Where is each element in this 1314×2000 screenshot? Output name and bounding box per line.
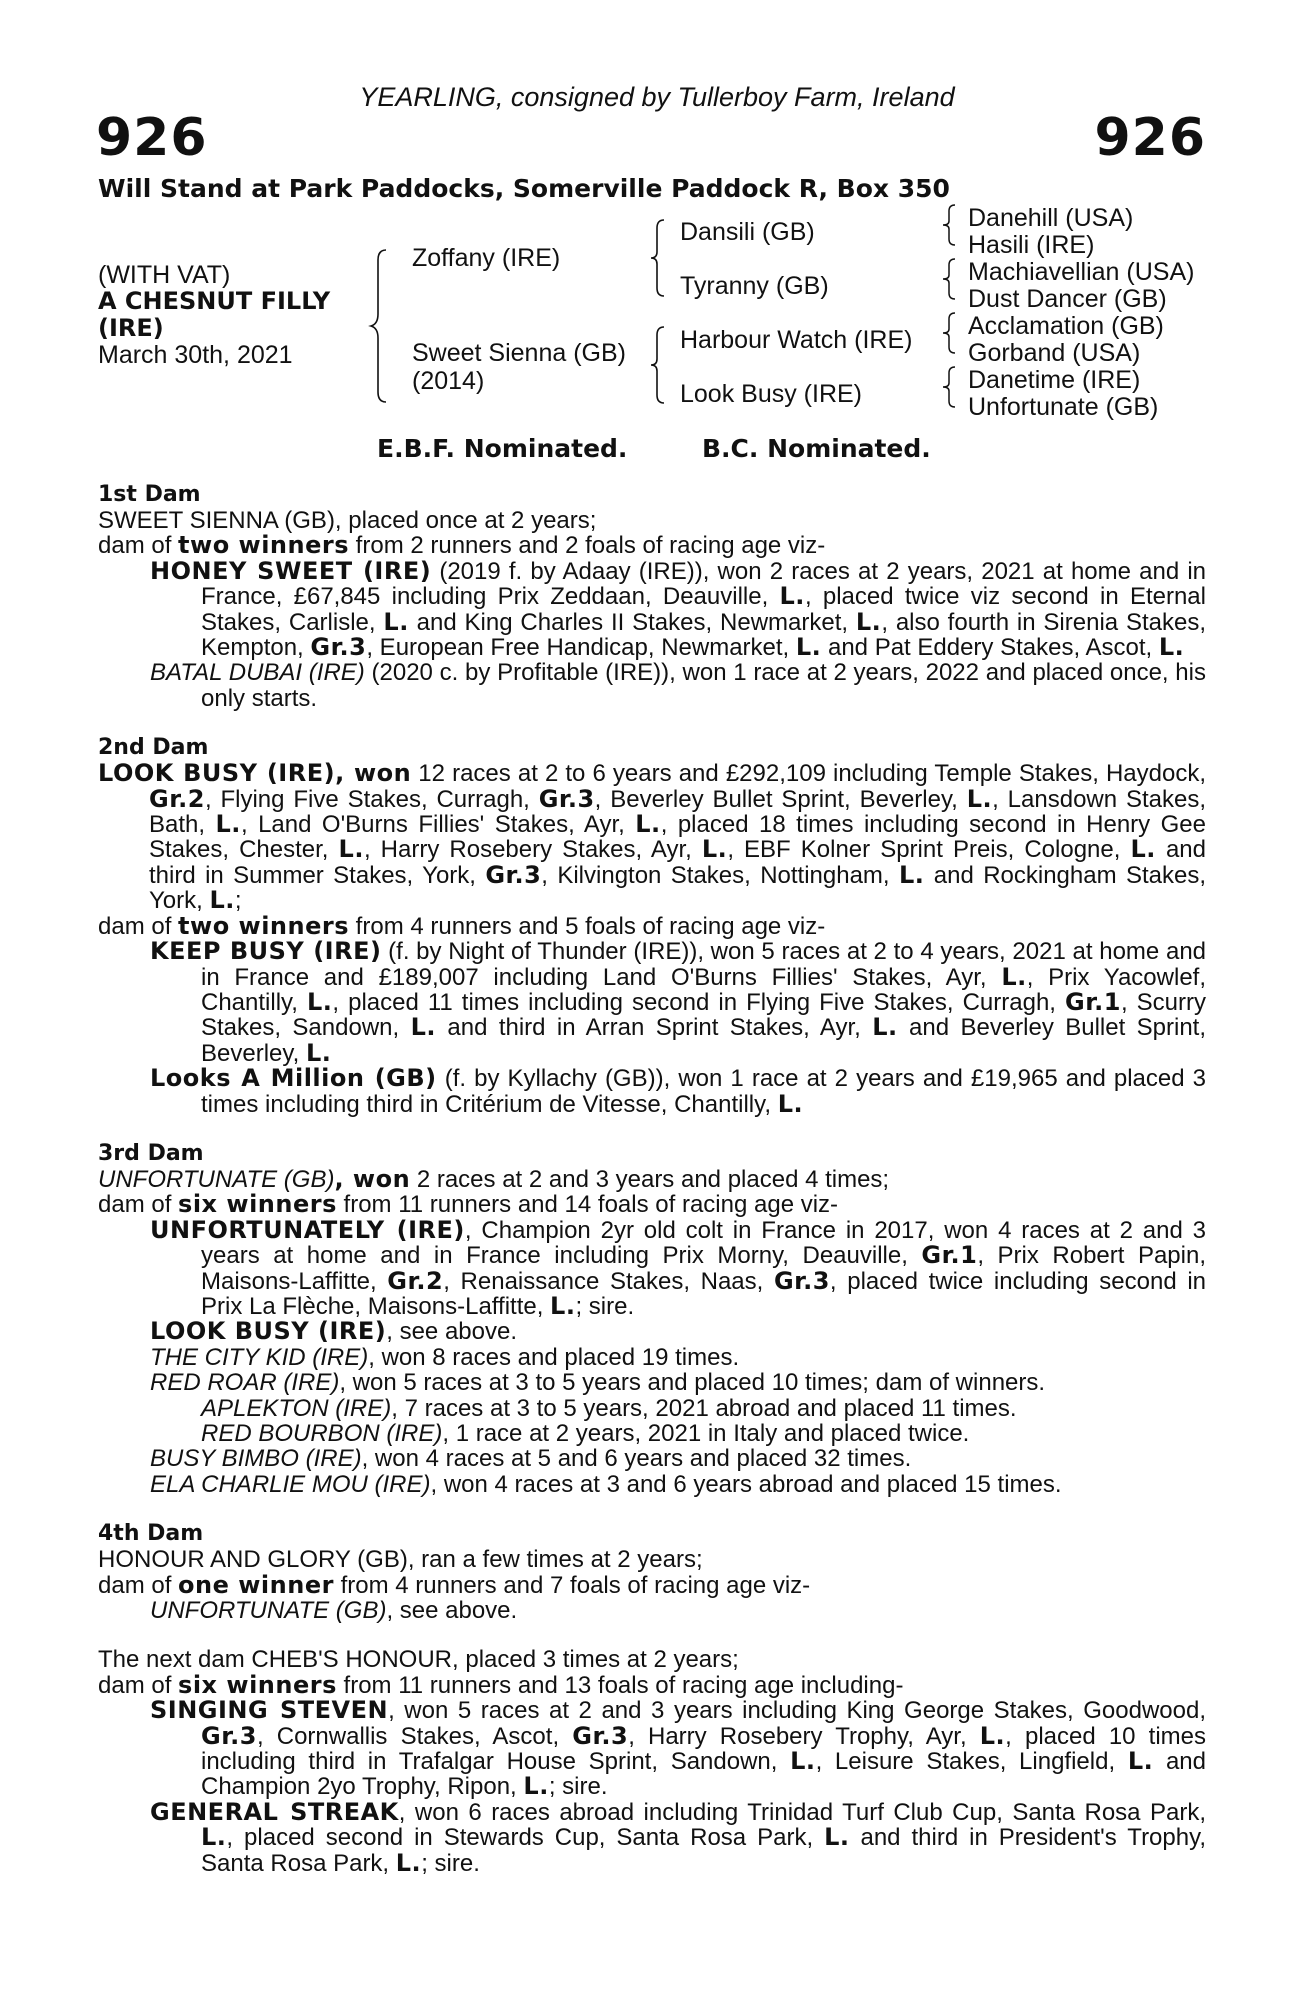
consignment-line: YEARLING, consigned by Tullerboy Farm, Ireland bbox=[359, 82, 955, 112]
third-dam-produce-red-roar: RED ROAR (IRE), won 5 races at 3 to 5 years and placed 10 times; dam of winners. bbox=[150, 1369, 1046, 1397]
third-dam-produce-busy-bimbo: BUSY BIMBO (IRE), won 4 races at 5 and 6 years and placed 32 times. bbox=[150, 1445, 912, 1473]
next-dam-produce-singing-steven: SINGING STEVEN, won 5 races at 2 and 3 years including King George Stakes, Goodwood, Gr.3, Cornwallis Stakes, Ascot, Gr.3, Harry Rosebery Trophy, Ayr, L., placed 10 times including third in Trafalgar House Sprint, Sandown, L., Leisure Stakes, Lingfield, L. and Champion 2yo Trophy, Ripon, L.; sire. bbox=[150, 1696, 1206, 1801]
pedigree-dds: Danetime (IRE) bbox=[968, 366, 1141, 394]
first-dam-line: SWEET SIENNA (GB), placed once at 2 years; bbox=[98, 507, 597, 534]
pedigree-brace-sire bbox=[648, 218, 672, 298]
next-dam-produce-summary: dam of six winners from 11 runners and 13 foals of racing age including- bbox=[98, 1670, 904, 1699]
pedigree-sire-dam: Tyranny (GB) bbox=[680, 272, 829, 300]
first-dam-produce-summary: dam of two winners from 2 runners and 2 foals of racing age viz- bbox=[98, 531, 826, 560]
ebf-nomination: E.B.F. Nominated. bbox=[377, 434, 628, 463]
third-dam-produce-look-busy: LOOK BUSY (IRE), see above. bbox=[150, 1317, 518, 1346]
foaling-date: March 30th, 2021 bbox=[98, 341, 293, 369]
lot-number-left: 926 bbox=[96, 108, 208, 168]
vat-note: (WITH VAT) bbox=[98, 261, 231, 289]
pedigree-sds: Machiavellian (USA) bbox=[968, 258, 1195, 286]
third-dam-produce-ela-charlie-mou: ELA CHARLIE MOU (IRE), won 4 races at 3 and 6 years abroad and placed 15 times. bbox=[150, 1470, 1062, 1498]
pedigree-sss: Danehill (USA) bbox=[968, 204, 1134, 232]
first-dam-heading: 1st Dam bbox=[98, 482, 201, 507]
third-dam-produce-the-city-kid: THE CITY KID (IRE), won 8 races and placed 19 times. bbox=[150, 1343, 740, 1371]
pedigree-ssd: Hasili (IRE) bbox=[968, 231, 1095, 259]
next-dam-record: The next dam CHEB'S HONOUR, placed 3 times at 2 years; bbox=[98, 1646, 739, 1674]
third-dam-heading: 3rd Dam bbox=[98, 1140, 204, 1166]
next-dam-produce-general-streak: GENERAL STREAK, won 6 races abroad including Trinidad Turf Club Cup, Santa Rosa Park, L., placed second in Stewards Cup, Santa Rosa Park, L. and third in President's Trophy, Santa Rosa Park, L.; sire. bbox=[150, 1797, 1206, 1877]
second-dam-produce-keep-busy: KEEP BUSY (IRE) (f. by Night of Thunder (IRE)), won 5 races at 2 to 4 years, 2021 at home and in France and £189,007 including Land O'Burns Fillies' Stakes, Ayr, L., Prix Yacowlef, Chantilly, L., placed 11 times including second in Flying Five Stakes, Curragh, Gr.1, Scurry Stakes, Sandown, L. and third in Arran Sprint Stakes, Ayr, L. and Beverley Bullet Sprint, Beverley, L. bbox=[150, 937, 1207, 1067]
pedigree-sdd: Dust Dancer (GB) bbox=[968, 285, 1167, 313]
fourth-dam-heading: 4th Dam bbox=[98, 1521, 204, 1547]
third-dam-grandproduce-aplekton: APLEKTON (IRE), 7 races at 3 to 5 years, 2021 abroad and placed 11 times. bbox=[201, 1394, 1017, 1422]
lot-number-right: 926 bbox=[1094, 108, 1206, 168]
third-dam-produce-summary: dam of six winners from 11 runners and 14 foals of racing age viz- bbox=[98, 1190, 839, 1219]
pedigree-dsd: Gorband (USA) bbox=[968, 339, 1141, 367]
pedigree-dam-sire: Harbour Watch (IRE) bbox=[680, 326, 913, 354]
second-dam-produce-summary: dam of two winners from 4 runners and 5 foals of racing age viz- bbox=[98, 911, 826, 940]
fourth-dam-produce-summary: dam of one winner from 4 runners and 7 foals of racing age viz- bbox=[98, 1570, 811, 1599]
first-dam-produce-honey-sweet: HONEY SWEET (IRE) (2019 f. by Adaay (IRE)), won 2 races at 2 years, 2021 at home and in France, £67,845 including Prix Zeddaan, Deauville, L., placed twice viz second in Eternal Stakes, Carlisle, L. and King Charles II Stakes, Newmarket, L., also fourth in Sirenia Stakes, Kempton, Gr.3, European Free Handicap, Newmarket, L. and Pat Eddery Stakes, Ascot, L. bbox=[150, 556, 1207, 662]
second-dam-record: LOOK BUSY (IRE), won 12 races at 2 to 6 years and £292,109 including Temple Stakes, Haydock, Gr.2, Flying Five Stakes, Curragh, Gr.3, Beverley Bullet Sprint, Beverley, L., Lansdown Stakes, Bath, L., Land O'Burns Fillies' Stakes, Ayr, L., placed 18 times including second in Henry Gee Stakes, Chester, L., Harry Rosebery Stakes, Ayr, L., EBF Kolner Sprint Preis, Cologne, L. and third in Summer Stakes, York, Gr.3, Kilvington Stakes, Nottingham, L. and Rockingham Stakes, York, L.; bbox=[98, 759, 1207, 915]
pedigree-brace-dam bbox=[648, 325, 672, 405]
pedigree-brace-sd bbox=[940, 257, 962, 301]
second-dam-heading: 2nd Dam bbox=[98, 735, 209, 761]
bc-nomination: B.C. Nominated. bbox=[702, 434, 931, 463]
third-dam-record: UNFORTUNATE (GB), won 2 races at 2 and 3 years and placed 4 times; bbox=[98, 1164, 890, 1193]
pedigree-dss: Acclamation (GB) bbox=[968, 312, 1164, 340]
produce-record bbox=[98, 482, 1206, 1876]
third-dam-produce-unfortunately: UNFORTUNATELY (IRE), Champion 2yr old colt in France in 2017, won 4 races at 2 and 3 years at home and in France including Prix Morny, Deauville, Gr.1, Prix Robert Papin, Maisons-Laffitte, Gr.2, Renaissance Stakes, Naas, Gr.3, placed twice including second in Prix La Flèche, Maisons-Laffitte, L.; sire. bbox=[150, 1215, 1207, 1320]
fourth-dam-record: HONOUR AND GLORY (GB), ran a few times at 2 years; bbox=[98, 1546, 703, 1574]
pedigree-brace-gen1 bbox=[368, 246, 396, 406]
pedigree-brace-ss bbox=[940, 203, 962, 247]
pedigree-ddd: Unfortunate (GB) bbox=[968, 393, 1159, 421]
pedigree-dam-dam: Look Busy (IRE) bbox=[680, 380, 863, 408]
pedigree-dam-line2: (2014) bbox=[412, 367, 485, 395]
stand-location: Will Stand at Park Paddocks, Somerville Paddock R, Box 350 bbox=[98, 174, 950, 203]
pedigree-sire-sire: Dansili (GB) bbox=[680, 218, 815, 246]
pedigree-brace-ds bbox=[940, 311, 962, 355]
pedigree-dam-line1: Sweet Sienna (GB) bbox=[412, 339, 626, 367]
pedigree-sire: Zoffany (IRE) bbox=[412, 244, 561, 272]
subject-name-line1: A CHESNUT FILLY bbox=[98, 287, 331, 315]
third-dam-grandproduce-red-bourbon: RED BOURBON (IRE), 1 race at 2 years, 2021 in Italy and placed twice. bbox=[201, 1420, 970, 1447]
second-dam-produce-looks-a-million: Looks A Million (GB) (f. by Kyllachy (GB)), won 1 race at 2 years and £19,965 and placed 3 times including third in Critérium de Vitesse, Chantilly, L. bbox=[150, 1064, 1206, 1118]
pedigree-brace-dd bbox=[940, 365, 962, 409]
fourth-dam-produce-unfortunate: UNFORTUNATE (GB), see above. bbox=[150, 1597, 518, 1625]
subject-name-line2: (IRE) bbox=[98, 314, 164, 342]
first-dam-produce-batal-dubai: BATAL DUBAI (IRE) (2020 c. by Profitable (IRE)), won 1 race at 2 years, 2022 and placed once, his only starts. bbox=[150, 659, 1206, 712]
